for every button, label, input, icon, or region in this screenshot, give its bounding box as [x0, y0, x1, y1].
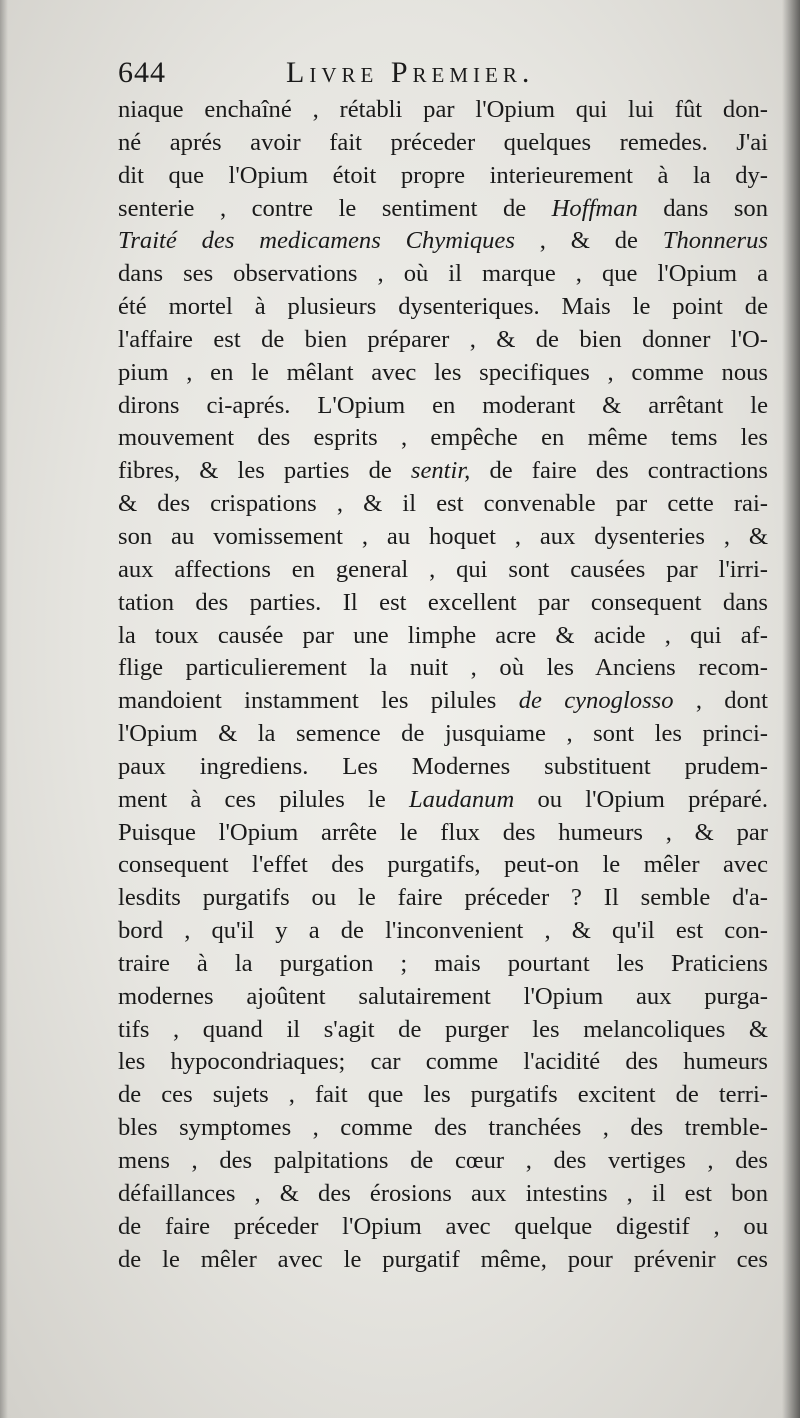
text-run: , & de: [514, 227, 663, 255]
text-run: lesdits purgatifs ou le faire préceder ? Il semble d'a-: [118, 884, 768, 912]
text-line: [118, 1145, 768, 1178]
text-run: de faire préceder l'Opium avec quelque digestif , ou: [118, 1212, 768, 1240]
italic-text-run: Hoffman: [551, 194, 638, 222]
text-run: défaillances , & des érosions aux intestins , il est bon: [118, 1179, 768, 1207]
text-line: [118, 455, 768, 488]
text-run: niaque enchaîné , rétabli par l'Opium qui lui fût don-: [118, 96, 768, 123]
text-line: [118, 521, 768, 554]
text-line: [118, 849, 768, 882]
text-line: [118, 357, 768, 390]
text-run: flige particulierement la nuit , où les Anciens recom-: [118, 654, 768, 682]
text-line: [118, 1046, 768, 1079]
text-line: [118, 751, 768, 784]
text-line: [118, 817, 768, 850]
text-line: [118, 291, 768, 324]
text-run: été mortel à plusieurs dysenteriques. Mais le point de: [118, 293, 768, 321]
text-run: mouvement des esprits , empêche en même tems les: [118, 424, 768, 452]
text-run: modernes ajoûtent salutairement l'Opium aux purga-: [118, 982, 768, 1010]
text-line: [118, 981, 768, 1014]
text-run: dans son: [637, 194, 768, 222]
text-run: bord , qu'il y a de l'inconvenient , & qu'il est con-: [118, 917, 768, 945]
text-line: [118, 915, 768, 948]
text-run: l'Opium & la semence de jusquiame , sont les princi-: [118, 720, 768, 748]
text-line: [118, 324, 768, 357]
text-run: mandoient instamment les pilules: [118, 687, 519, 715]
text-run: dirons ci-aprés. L'Opium en moderant & arrêtant le: [118, 391, 768, 419]
text-run: consequent l'effet des purgatifs, peut-on le mêler avec: [118, 851, 768, 879]
text-run: mens , des palpitations de cœur , des vertiges , des: [118, 1147, 768, 1174]
text-line: [118, 587, 768, 620]
text-run: les hypocondriaques; car comme l'acidité des humeurs: [118, 1048, 768, 1076]
text-run: de le mêler avec le purgatif même, pour prévenir ces: [118, 1245, 768, 1273]
text-line: [118, 784, 768, 817]
italic-text-run: Thonnerus: [662, 227, 768, 255]
text-line: [118, 554, 768, 587]
text-run: de faire des contractions: [470, 457, 768, 485]
text-run: l'affaire est de bien préparer , & de bien donner l'O-: [118, 325, 768, 353]
text-run: bles symptomes , comme des tranchées , des tremble-: [118, 1114, 768, 1142]
text-line: [118, 1112, 768, 1145]
text-line: [118, 652, 768, 685]
text-run: traire à la purgation ; mais pourtant les Praticiens: [118, 949, 768, 977]
italic-text-run: de cynoglosso: [518, 687, 674, 715]
text-run: & des crispations , & il est convenable par cette rai-: [118, 490, 768, 518]
text-line: [118, 620, 768, 653]
italic-text-run: Traité des medicamens Chymiques: [118, 227, 515, 255]
text-run: dans ses observations , où il marque , que l'Opium a: [118, 260, 768, 288]
text-run: la toux causée par une limphe acre & acide , qui af-: [118, 621, 768, 649]
text-line: [118, 882, 768, 915]
page-left-shadow: [0, 0, 8, 1418]
text-line: [118, 1079, 768, 1112]
text-run: aux affections en general , qui sont causées par l'irri-: [118, 555, 768, 583]
text-run: dit que l'Opium étoit propre interieurement à la dy-: [118, 161, 768, 189]
text-run: né aprés avoir fait préceder quelques remedes. J'ai: [118, 128, 768, 156]
text-line: [118, 1178, 768, 1211]
page-number: 644: [118, 56, 166, 89]
text-run: son au vomissement , au hoquet , aux dysenteries , &: [118, 522, 768, 550]
text-line: [118, 1244, 768, 1277]
text-line: [118, 225, 768, 258]
page-header: [118, 56, 678, 96]
text-run: tation des parties. Il est excellent par consequent dans: [118, 588, 768, 616]
text-line: [118, 1014, 768, 1047]
italic-text-run: Laudanum: [409, 785, 515, 813]
text-line: [118, 1211, 768, 1244]
body-text: [118, 94, 768, 1276]
text-run: paux ingrediens. Les Modernes substituent prudem-: [118, 752, 768, 780]
text-run: ment à ces pilules le: [118, 785, 409, 813]
text-run: , dont: [673, 687, 768, 715]
binding-shadow: [782, 0, 800, 1418]
text-line: [118, 390, 768, 423]
italic-text-run: sentir,: [410, 457, 471, 485]
text-run: senterie , contre le sentiment de: [118, 194, 552, 222]
text-run: fibres, & les parties de: [118, 457, 411, 485]
text-line: [118, 94, 768, 127]
text-line: [118, 127, 768, 160]
text-run: Puisque l'Opium arrête le flux des humeurs , & par: [118, 818, 768, 846]
text-run: ou l'Opium préparé.: [514, 785, 768, 813]
text-line: [118, 258, 768, 291]
text-line: [118, 488, 768, 521]
text-run: pium , en le mêlant avec les specifiques , comme nous: [118, 358, 768, 386]
text-line: [118, 422, 768, 455]
running-head: Livre Premier.: [286, 56, 535, 89]
text-line: [118, 685, 768, 718]
text-line: [118, 193, 768, 226]
text-line: [118, 160, 768, 193]
text-line: [118, 948, 768, 981]
text-run: tifs , quand il s'agit de purger les melancoliques &: [118, 1015, 768, 1043]
text-line: [118, 718, 768, 751]
text-run: de ces sujets , fait que les purgatifs excitent de terri-: [118, 1081, 768, 1109]
